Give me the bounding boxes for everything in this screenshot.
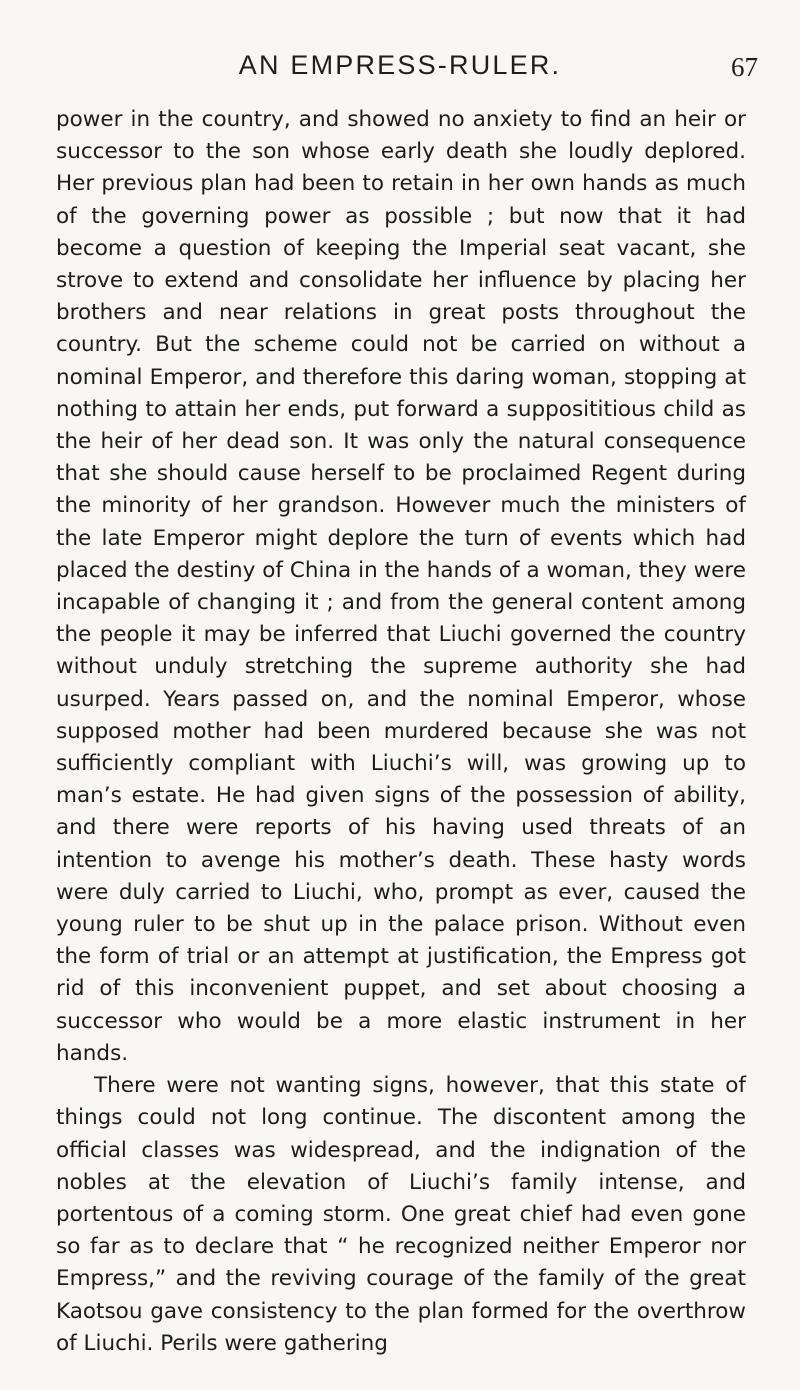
body-text [56,104,746,1360]
paragraph-1: power in the country, and showed no anxiety to find an heir or successor to the son whose early death she loudly deplored. Her previous plan had been to retain in her own hands as much of the governing power as possible ; but now that it had become a question of keeping the Imperial seat vacant, she strove to extend and consolidate her influence by placing her brothers and near relations in great posts throughout the country. But the scheme could not be carried on without a nominal Emperor, and therefore this daring woman, stopping at nothing to attain her ends, put forward a supposititious child as the heir of her dead son. It was only the natural consequence that she should cause herself to be proclaimed Regent during the minority of her grandson. However much the ministers of the late Emperor might deplore the turn of events which had placed the destiny of China in the hands of a woman, they were incapable of changing it ; and from the general content among the people it may be inferred that Liuchi governed the country without unduly stretching the supreme authority she had usurped. Years passed on, and the nominal Emperor, whose supposed mother had been murdered because she was not sufficiently compliant with Liuchi’s will, was growing up to man’s estate. He had given signs of the possession of ability, and there were reports of his having used threats of an intention to avenge his mother’s death. These hasty words were duly carried to Liuchi, who, prompt as ever, caused the young ruler to be shut up in the palace prison. Without even the form of trial or an attempt at justification, the Empress got rid of this inconvenient puppet, and set about choosing a successor who would be a more elastic instrument in her hands. [56,107,746,1066]
page-number: 67 [731,52,758,82]
running-title: AN EMPRESS-RULER. [238,50,562,80]
paragraph-2: There were not wanting signs, however, that this state of things could not long continue. The discontent among the official classes was widespread, and the indignation of the nobles at the elevation of Liuchi’s family intense, and portentous of a coming storm. One great chief had even gone so far as to declare that “ he recognized neither Emperor nor Empress,” and the reviving courage of the family of the great Kaotsou gave consistency to the plan formed for the overthrow of Liuchi. Perils were gathering [56,1073,746,1356]
running-head [0,50,800,90]
